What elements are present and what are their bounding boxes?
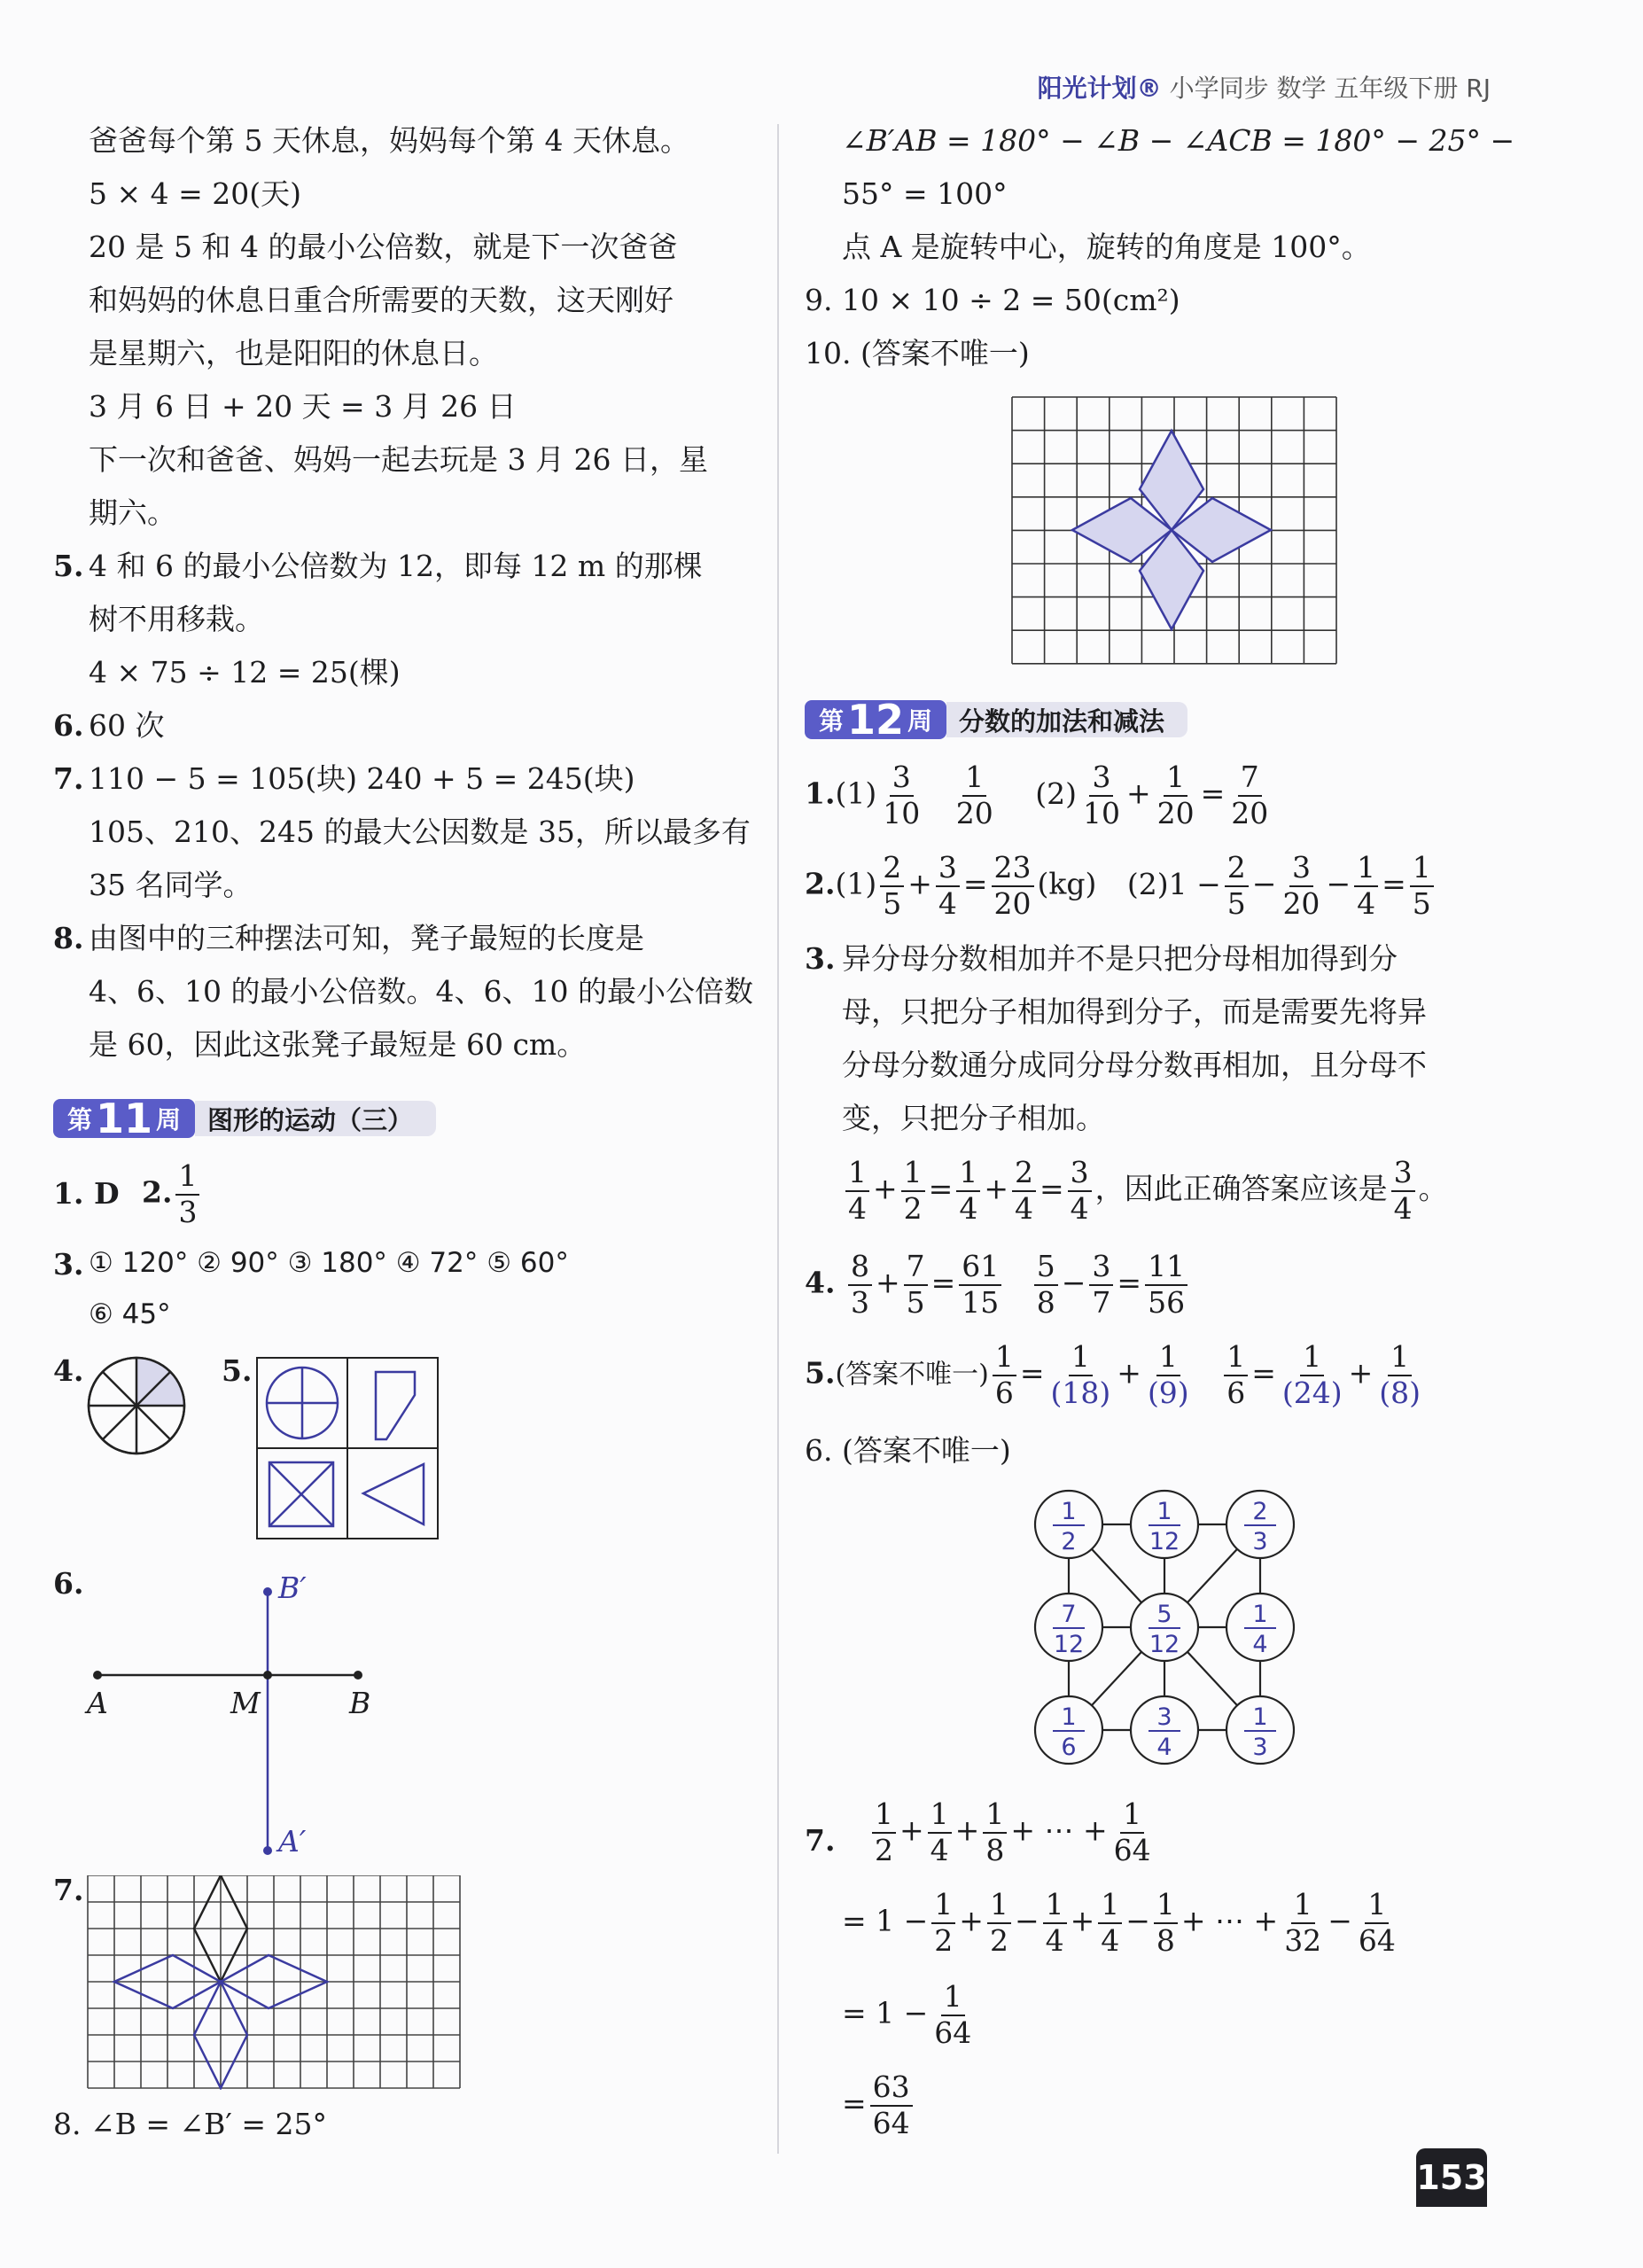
q5-line-1: 4 和 6 的最小公倍数为 12，即每 12 m 的那棵 [89,549,703,583]
svg-text:1: 1 [1061,1498,1077,1525]
svg-text:4: 4 [1156,1734,1172,1761]
svg-text:1: 1 [1252,1601,1268,1628]
svg-text:12: 12 [1149,1528,1180,1555]
w11-q7-number: 7. [53,1873,84,1907]
label-A: A [87,1686,108,1720]
w11-q6-number: 6. [53,1566,84,1601]
w12-q1: 1.(1) $\frac{3}{10}$ $\frac{1}{20}$ (2) $\frac{3}{10}$ + $\frac{1}{20}$ = $\frac{7}{20}$ [805,760,1269,830]
w12-q3-line-4: 变，只把分子相加。 [842,1101,1105,1135]
q7-number: 7. [53,761,84,796]
w11-q5-figure [255,1356,441,1542]
w11-q5-number: 5. [222,1353,253,1388]
q7-line-2: 105、210、245 的最大公因数是 35，所以最多有 [89,814,751,849]
w11-q6-figure [85,1574,386,1867]
q6-number: 6. [53,708,84,743]
fraction-circle [1131,1491,1198,1558]
week12-heading [805,696,1187,744]
w11-q4-figure [85,1354,191,1461]
q8-line-3: 是 60，因此这张凳子最短是 60 cm。 [89,1027,587,1062]
w12-q5: 5.(答案不唯一) $\frac{1}{6}$ = $\frac{1}{(18)}$ + $\frac{1}{(9)}$ $\frac{1}{6}$ = $\frac{1}{(24)}$ + $\frac{1}{(8)}$ [805,1339,1421,1410]
svg-text:12: 12 [1053,1631,1085,1658]
svg-text:6: 6 [1061,1734,1077,1761]
week11-title: 图形的运动（三） [195,1101,436,1136]
q4-line-8: 期六。 [89,495,176,530]
fraction-circle [1131,1696,1198,1764]
week12-tag: 第 12 周 [805,700,946,739]
r-line-2: 55° = 100° [842,176,1008,211]
w12-q7-line-3: = 1 − $\frac{1}{64}$ [842,1979,972,2050]
q5-number: 5. [53,549,84,583]
q8-line-1: 由图中的三种摆法可知，凳子最短的长度是 [89,921,644,955]
w12-q6: 6. (答案不唯一) [805,1433,1011,1468]
fraction-circle [1035,1594,1102,1661]
q5-line-2: 树不用移栽。 [89,602,264,636]
w12-q3-line-3: 分母分数通分成同分母分数再相加，且分母不 [842,1048,1427,1082]
w12-q4: 4. $\frac{8}{3}$ + $\frac{7}{5}$ = $\frac{61}{15}$ $\frac{5}{8}$ − $\frac{3}{7}$ = $\frac{11}{56}$ [805,1251,1191,1318]
w11-q2: 2. $\frac{1}{3}$ [142,1161,203,1228]
svg-text:1: 1 [1252,1703,1268,1731]
svg-text:1: 1 [1061,1703,1077,1731]
svg-text:2: 2 [1252,1498,1268,1525]
svg-text:3: 3 [1156,1703,1172,1731]
q7-line-3: 35 名同学。 [89,868,253,902]
page-number: 153 [1416,2148,1487,2207]
q5-line-3: 4 × 75 ÷ 12 = 25(棵) [89,655,401,690]
q10-grid-figure [1010,395,1338,666]
w12-q2: 2.(1) $\frac{2}{5}$ + $\frac{3}{4}$ = $\frac{23}{20}$ (kg) (2)1 − $\frac{2}{5}$ − $\frac{3}{20}$ − $\frac{1}{4}$ = $\frac{1}{5}$ [805,853,1437,919]
q4-line-1: 爸爸每个第 5 天休息，妈妈每个第 4 天休息。 [89,123,689,158]
running-header: 阳光计划® 小学同步 数学 五年级下册 RJ [1037,74,1491,103]
r-line-3: 点 A 是旋转中心，旋转的角度是 100°。 [842,230,1371,264]
w11-q7-grid-figure [85,1875,468,2090]
q4-line-4: 和妈妈的休息日重合所需要的天数，这天刚好 [89,283,674,317]
q6-text: 60 次 [89,708,165,743]
svg-text:3: 3 [1252,1528,1268,1555]
w11-q3-line-2: ⑥ 45° [89,1298,171,1330]
week12-title: 分数的加法和减法 [946,702,1187,737]
fraction-circle [1035,1491,1102,1558]
label-A-prime: A′ [278,1824,307,1859]
column-divider [777,124,779,2154]
svg-text:3: 3 [1252,1734,1268,1761]
w12-q7-number: 7. [805,1823,836,1858]
fraction-circle [1226,1491,1294,1558]
fraction-circle [1131,1594,1198,1661]
week11-heading [53,1095,436,1142]
q10: 10. (答案不唯一) [805,336,1030,370]
q4-line-2: 5 × 4 = 20(天) [89,176,301,211]
w12-q3-number: 3. [805,941,836,976]
q9: 9. 10 × 10 ÷ 2 = 50(cm²) [805,283,1180,317]
w11-q8: 8. ∠B = ∠B′ = 25° [53,2107,328,2141]
w12-q3-formula: $\frac{1}{4}$ + $\frac{1}{2}$ = $\frac{1}{4}$ + $\frac{2}{4}$ = $\frac{3}{4}$ ，因此正确答案应该是 $\frac{3}{4}$ 。 [842,1157,1448,1224]
w11-q1: 1. D [53,1176,120,1211]
svg-text:1: 1 [1156,1498,1172,1525]
w12-q7-line-4: = $\frac{63}{64}$ [842,2072,916,2139]
label-M: M [230,1686,261,1720]
fraction-circle [1226,1696,1294,1764]
w12-q6-circle-diagram [1033,1489,1299,1781]
w12-q3-line-2: 母，只把分子相加得到分子，而是需要先将异 [842,994,1427,1029]
q4-line-5: 是星期六，也是阳阳的休息日。 [89,336,498,370]
q7-line-1: 110 − 5 = 105(块) 240 + 5 = 245(块) [89,761,635,796]
w11-q3-number: 3. [53,1247,84,1282]
week11-tag: 第 11 周 [53,1099,195,1138]
r-line-1: ∠B′AB = 180° − ∠B − ∠ACB = 180° − 25° − [842,123,1515,158]
svg-text:12: 12 [1149,1631,1180,1658]
svg-text:2: 2 [1061,1528,1077,1555]
svg-text:7: 7 [1061,1601,1077,1628]
q4-line-7: 下一次和爸爸、妈妈一起去玩是 3 月 26 日，星 [89,442,708,477]
w12-q7-line-1: $\frac{1}{2}$ + $\frac{1}{4}$ + $\frac{1}{8}$ + ⋯ + $\frac{1}{64}$ [868,1799,1157,1866]
label-B-prime: B′ [278,1570,307,1605]
q8-line-2: 4、6、10 的最小公倍数。4、6、10 的最小公倍数 [89,974,753,1009]
w12-q3-line-1: 异分母分数相加并不是只把分母相加得到分 [842,941,1398,976]
svg-text:5: 5 [1156,1601,1172,1628]
w11-q4-number: 4. [53,1353,84,1388]
q8-number: 8. [53,921,84,955]
fraction-circle [1035,1696,1102,1764]
label-B: B [349,1686,371,1720]
q4-line-6: 3 月 6 日 + 20 天 = 3 月 26 日 [89,389,517,424]
fraction-circle [1226,1594,1294,1661]
w12-q7-line-2: = 1 − $\frac{1}{2}$ + $\frac{1}{2}$ − $\frac{1}{4}$ + $\frac{1}{4}$ − $\frac{1}{8}$ + ⋯ + $\frac{1}{32}$ − $\frac{1}{64}$ [842,1887,1396,1958]
svg-text:4: 4 [1252,1631,1268,1658]
w11-q3-line-1: ① 120° ② 90° ③ 180° ④ 72° ⑤ 60° [89,1247,569,1279]
q4-line-3: 20 是 5 和 4 的最小公倍数，就是下一次爸爸 [89,230,678,264]
